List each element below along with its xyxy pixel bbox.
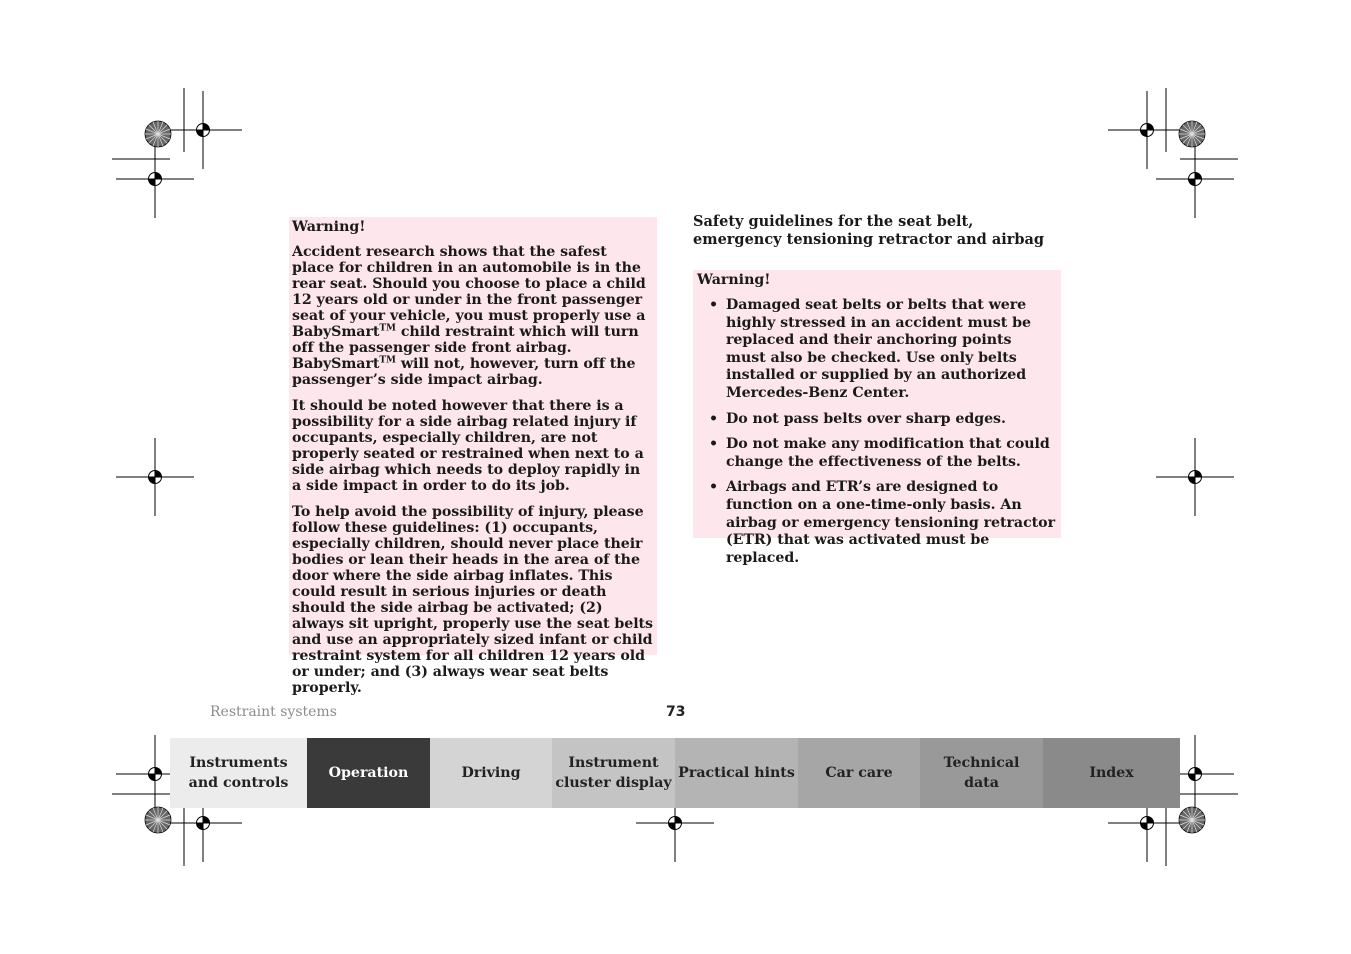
trademark-symbol: TM [379, 323, 396, 334]
bullet-icon: • [709, 297, 719, 313]
list-item [697, 436, 1055, 471]
tab-technical-data[interactable] [920, 738, 1043, 808]
list-item-text: Do not make any modification that could change the effectiveness of the belts. [726, 436, 1050, 470]
tab-label-line-2: and controls [188, 775, 289, 791]
bullet-icon: • [709, 410, 719, 427]
paragraph-text: child restraint which will turn off the passenger side front airbag. BabySmart [292, 324, 639, 372]
list-item-text: Airbags and ETR’s are designed to function on a one-time-only basis. An airbag or emergency tensioning retractor (ETR) that was activated must be replaced. [726, 479, 1055, 566]
left-warning-box [289, 217, 657, 696]
trademark-symbol: TM [379, 355, 396, 366]
tab-driving[interactable] [430, 738, 552, 808]
paragraph-text: will not, however, turn off the passenger’s side impact airbag. [292, 356, 636, 388]
tab-label-line-1: Instruments [189, 755, 288, 771]
bullet-icon: • [709, 436, 719, 453]
tab-label-line-1: Instrument [568, 755, 659, 771]
tab-car-care[interactable] [798, 738, 920, 808]
list-item-text: Do not pass belts over sharp edges. [726, 410, 1006, 427]
tab-label-line-1: Car care [825, 765, 893, 781]
paragraph-text: Accident research shows that the safest place for children in an automobile is in the rear seat. Should you choose to place a child 12 years old or under in the front passenger seat of your vehicle, you must properly use a BabySmart [292, 244, 646, 340]
right-warning-box [693, 270, 1061, 566]
list-item [697, 297, 1055, 403]
tab-label-line-1: Driving [461, 765, 521, 781]
tab-label-line-2: data [964, 775, 999, 791]
footer-section-title: Restraint systems [210, 704, 337, 720]
warning-paragraph-2: It should be noted however that there is a possibility for a side airbag related injury if occupants, especially children, are not properly seated or restrained when next to a side airbag which needs to deploy rapidly in a side impact in order to do its job. [292, 398, 644, 494]
section-heading [693, 213, 1073, 249]
chapter-tab-bar [170, 738, 1180, 808]
tab-label-line-2: cluster display [555, 775, 672, 791]
tab-label-line-1: Technical [943, 755, 1020, 771]
tab-instrument-cluster-display[interactable] [552, 738, 675, 808]
tab-instruments-and-controls[interactable] [170, 738, 307, 808]
tab-operation[interactable] [307, 738, 430, 808]
warning-paragraph-1 [292, 244, 653, 388]
page-number: 73 [666, 704, 686, 720]
list-item [697, 479, 1055, 567]
tab-label-line-1: Operation [328, 765, 409, 781]
warning-title: Warning! [292, 219, 366, 235]
section-heading-line-1: Safety guidelines for the seat belt, [693, 213, 974, 230]
tab-label-line-1: Index [1089, 765, 1134, 781]
warning-bullet-list [697, 297, 1055, 567]
section-heading-line-2: emergency tensioning retractor and airbag [693, 231, 1045, 248]
warning-paragraph-3: To help avoid the possibility of injury, please follow these guidelines: (1) occupants, especially children, should never place their bodies or lean their heads in the area of the door where the side airbag inflates. This could result in serious injuries or death should the side airbag be activated; (2) always sit upright, properly use the seat belts and use an appropriately sized infant or child restraint system for all children 12 years old or under; and (3) always wear seat belts properly. [292, 504, 653, 696]
bullet-icon: • [709, 479, 719, 496]
warning-title: Warning! [697, 272, 771, 288]
tab-label-line-1: Practical hints [678, 765, 795, 781]
tab-practical-hints[interactable] [675, 738, 798, 808]
list-item [697, 411, 1055, 429]
list-item-text: Damaged seat belts or belts that were highly stressed in an accident must be replaced and their anchoring points must also be checked. Use only belts installed or supplied by an authorized Mercedes-Benz Center. [726, 297, 1031, 401]
tab-index[interactable] [1043, 738, 1180, 808]
